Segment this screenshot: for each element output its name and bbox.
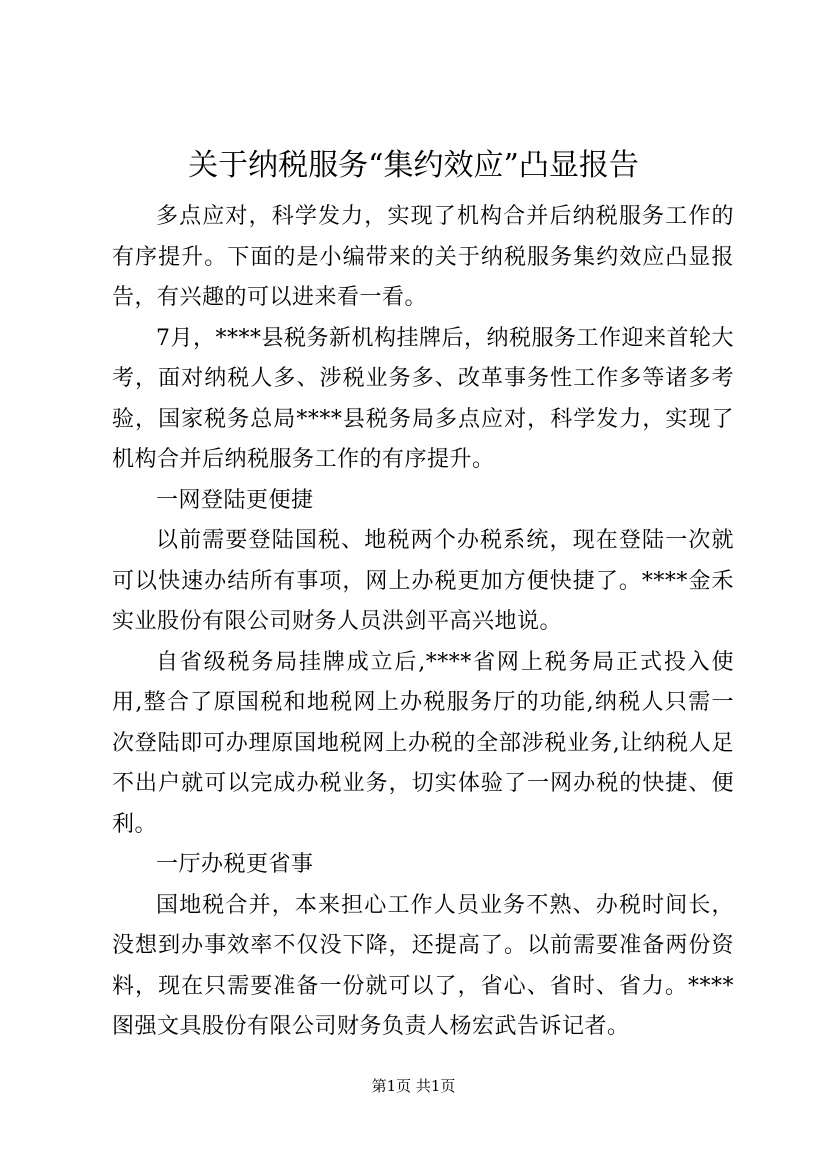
document-title: 关于纳税服务“集约效应”凸显报告 <box>188 148 639 183</box>
document-body <box>112 197 734 1048</box>
page-footer: 第1页 共1页 <box>371 1077 456 1095</box>
paragraph-online-quote: 以前需要登陆国税、地税两个办税系统，现在登陆一次就可以快速办结所有事项，网上办税更加方便快捷了。****金禾实业股份有限公司财务人员洪剑平高兴地说。 <box>112 528 734 634</box>
section-heading-hall: 一厅办税更省事 <box>156 852 314 877</box>
paragraph-intro: 多点应对，科学发力，实现了机构合并后纳税服务工作的有序提升。下面的是小编带来的关于纳税服务集约效应凸显报告，有兴趣的可以进来看一看。 <box>112 204 734 310</box>
paragraph-hall-quote: 国地税合并，本来担心工作人员业务不熟、办税时间长，没想到办事效率不仅没下降，还提高了。以前需要准备两份资料，现在只需要准备一份就可以了，省心、省时、省力。****图强文具股份有限公司财务负责人杨宏武告诉记者。 <box>112 892 734 1039</box>
paragraph-online-detail: 自省级税务局挂牌成立后,****省网上税务局正式投入使用,整合了原国税和地税网上办税服务厅的功能,纳税人只需一次登陆即可办理原国地税网上办税的全部涉税业务,让纳税人足不出户就可以完成办税业务，切实体验了一网办税的快捷、便利。 <box>112 649 734 837</box>
section-heading-online: 一网登陆更便捷 <box>156 487 314 513</box>
paragraph-background: 7月，****县税务新机构挂牌后，纳税服务工作迎来首轮大考，面对纳税人多、涉税业务多、改革事务性工作多等诸多考验，国家税务总局****县税务局多点应对，科学发力，实现了机构合并后纳税服务工作的有序提升。 <box>112 325 734 472</box>
